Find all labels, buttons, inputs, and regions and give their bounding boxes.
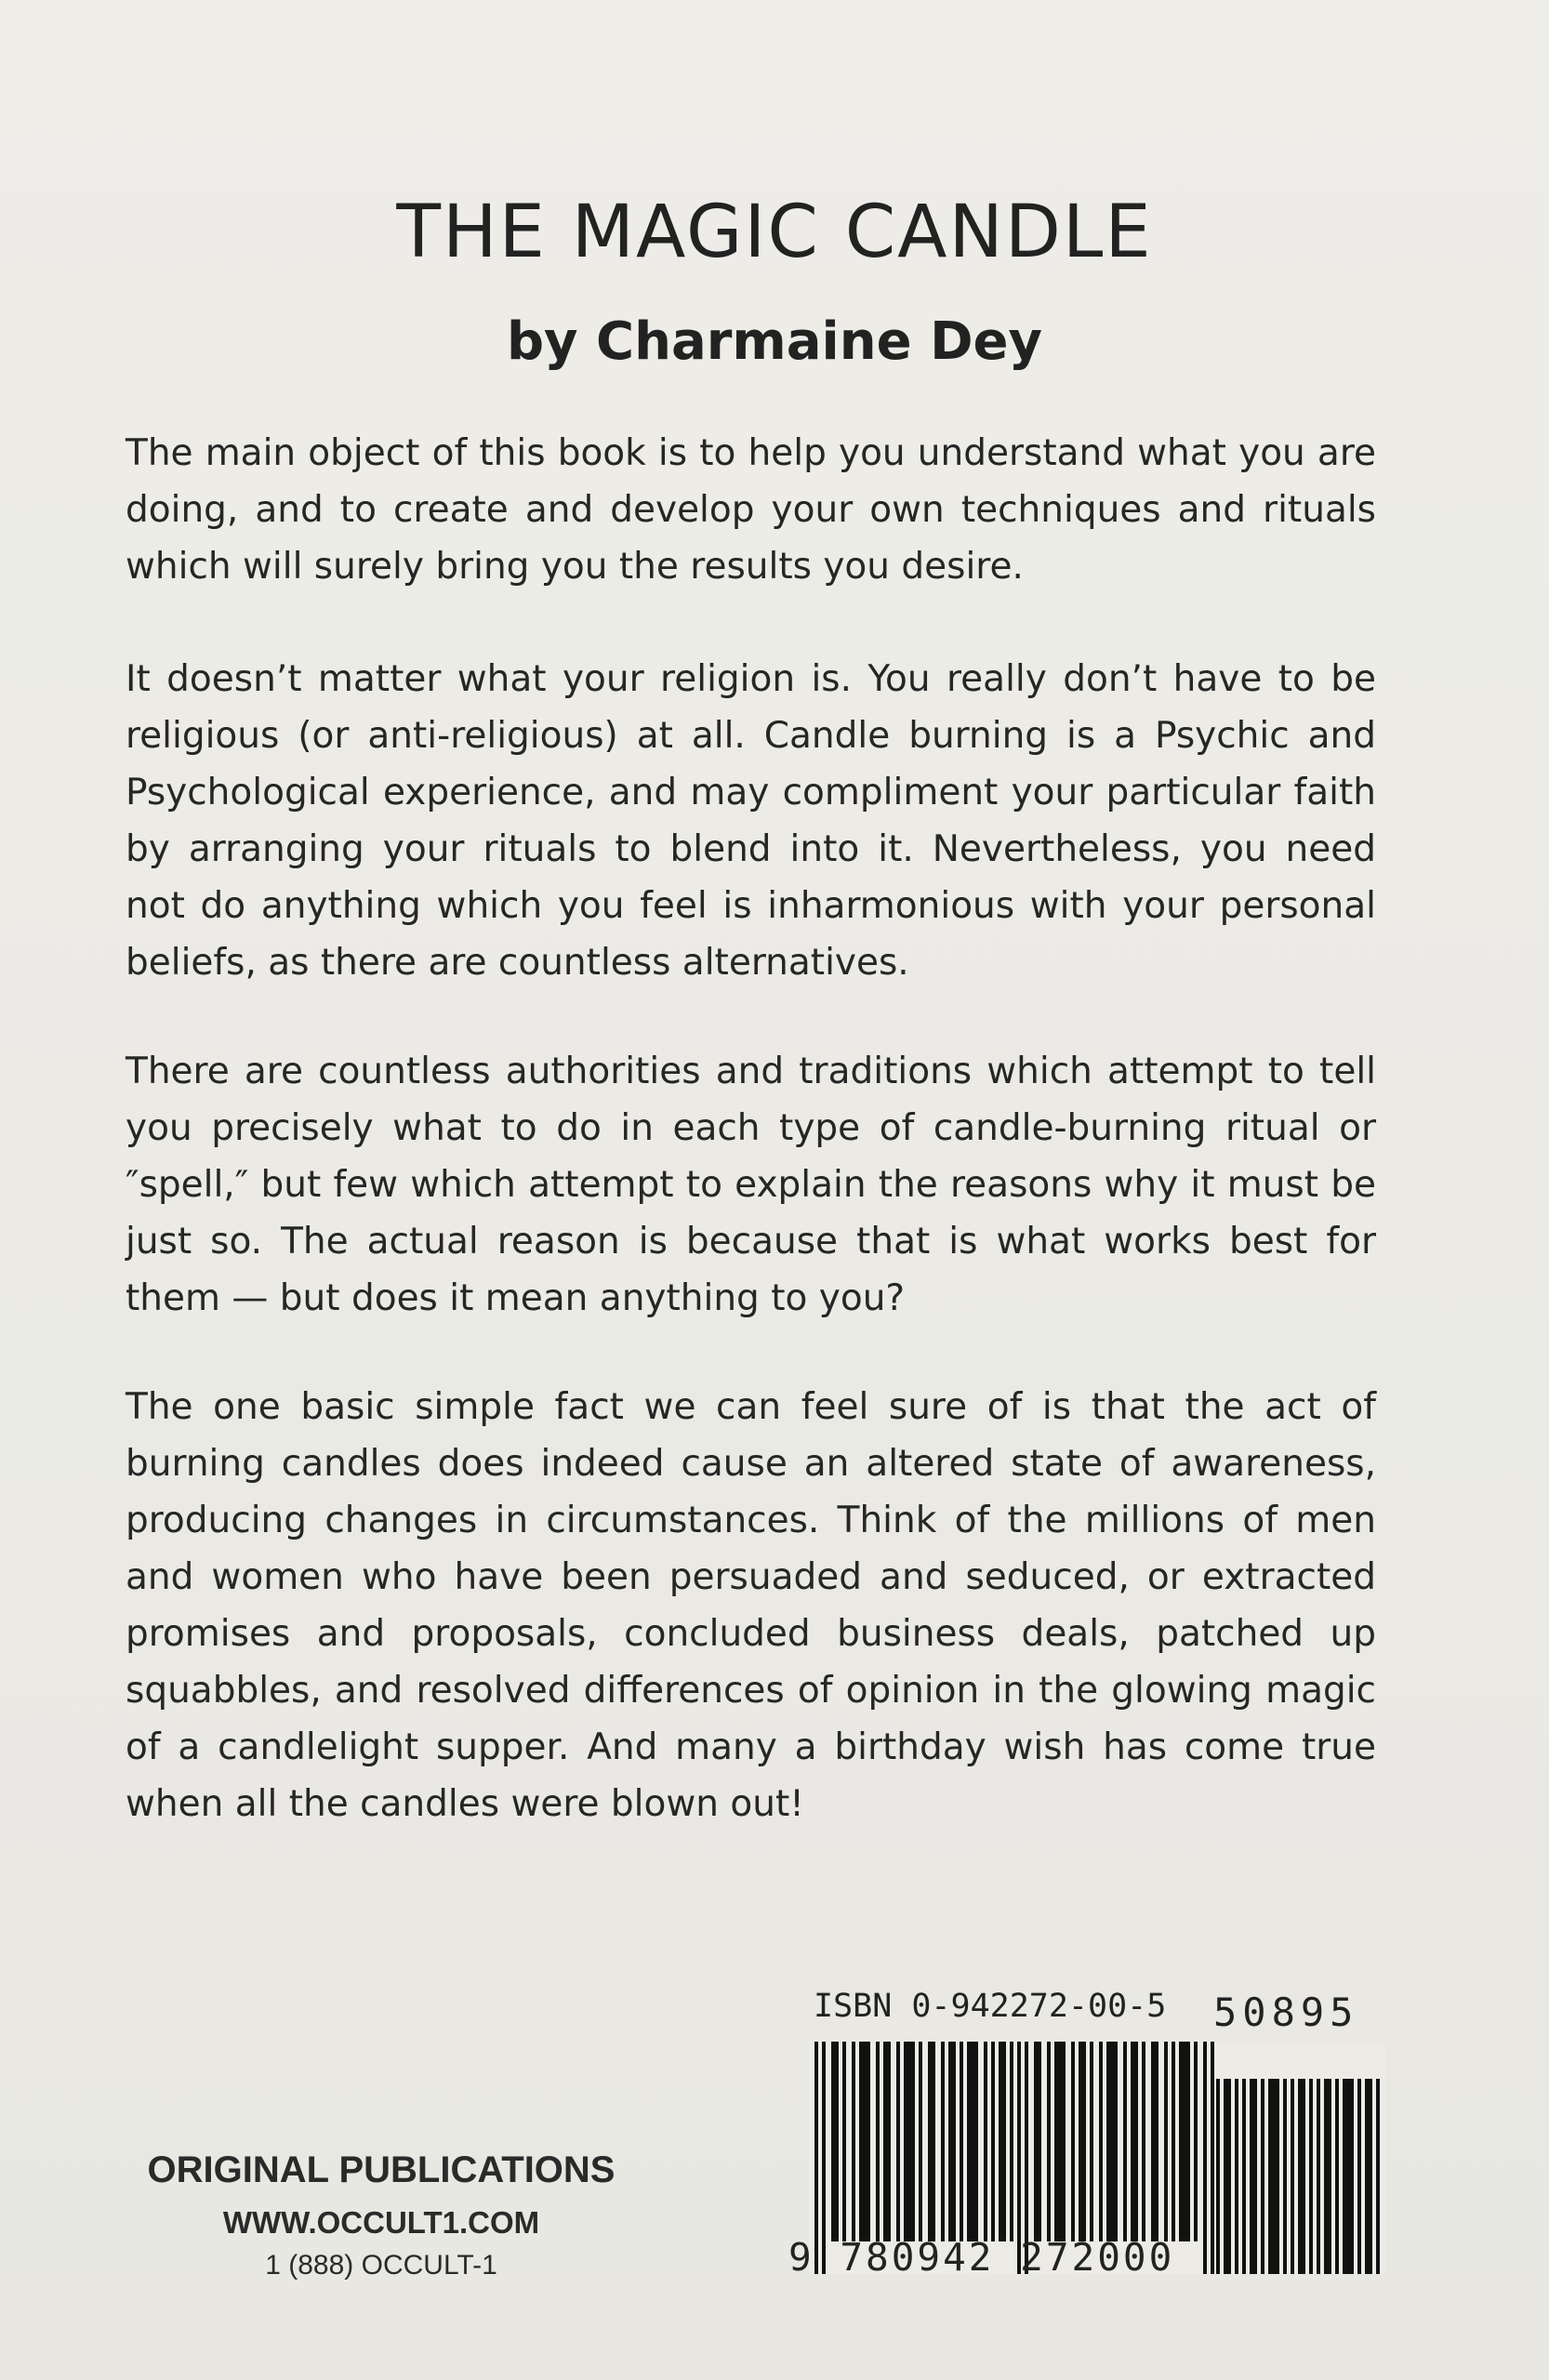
book-author: by Charmaine Dey <box>506 311 1043 372</box>
price-code: 50895 <box>1213 1990 1359 2035</box>
isbn-label: ISBN 0-942272-00-5 <box>814 1988 1167 2025</box>
blurb-paragraph-4: The one basic simple fact we can feel sure of is that the act of burning candles does indeed cause an altered state of awareness, producing changes in circumstances. Think of the millions of men and women who have been persuaded and seduced, or extracted promises and proposals, concluded business deals, patched up squabbles, and resolved differences of opinion in the glowing magic of a candlelight supper. And many a birthday wish has come true when all the candles were blown out! <box>126 1386 1376 1825</box>
blurb-paragraph-1: The main object of this book is to help you understand what you are doing, and to create and develop your own techniques and rituals which will surely bring you the results you desire. <box>126 432 1376 588</box>
blurb-paragraph-2: It doesn’t matter what your religion is. You really don’t have to be religious (or anti-religious) at all. Candle burning is a Psychic and Psychological experience, and may compliment your particular faith by arranging your rituals to blend into it. Nevertheless, you need not do anything which you feel is inharmonious with your personal beliefs, as there are countless alternatives. <box>126 658 1376 984</box>
publisher-website: WWW.OCCULT1.COM <box>222 2205 540 2240</box>
book-title: THE MAGIC CANDLE <box>396 191 1153 274</box>
blurb-paragraph-3: There are countless authorities and traditions which attempt to tell you precisely what to do in each type of candle-burning ritual or ″spell,″ but few which attempt to explain the reasons why it must be just so. The actual reason is because that is what works best for them — but does it mean anything to you? <box>126 1051 1376 1319</box>
ean-digits: 9 780942 272000 <box>788 2235 1175 2280</box>
publisher-name: ORIGINAL PUBLICATIONS <box>147 2149 616 2190</box>
publisher-phone: 1 (888) OCCULT-1 <box>265 2250 497 2281</box>
